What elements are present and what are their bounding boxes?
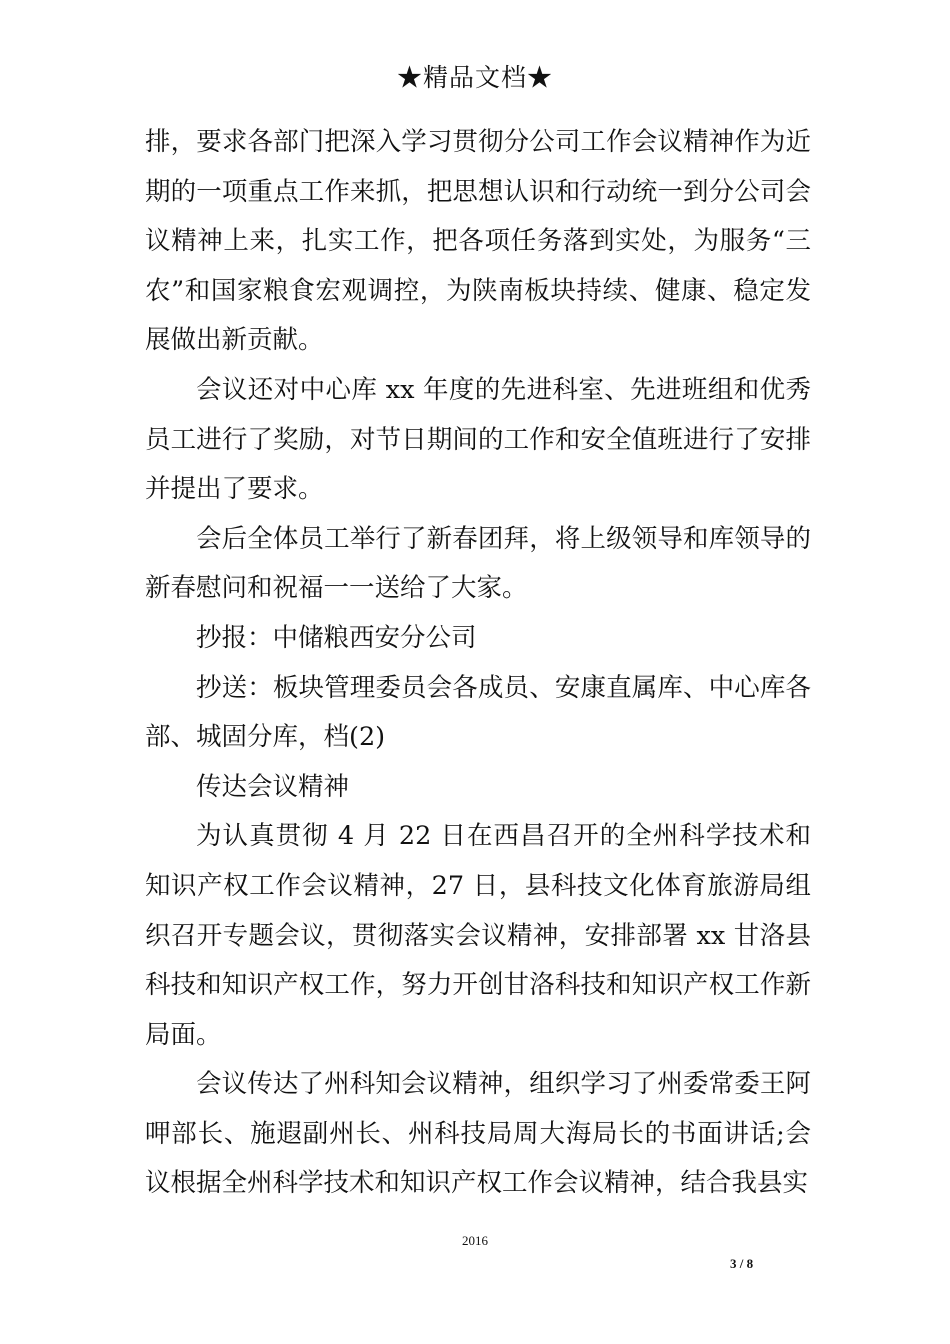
- document-body: [145, 118, 811, 1209]
- paragraph-continuation: 排，要求各部门把深入学习贯彻分公司工作会议精神作为近期的一项重点工作来抓，把思想认识和行动统一到分公司会议精神上来，扎实工作，把各项任务落到实处，为服务“三农”和国家粮食宏观调控，为陕南板块持续、健康、稳定发展做出新贡献。: [145, 127, 811, 356]
- page-number: 3 / 8: [730, 1256, 754, 1271]
- paragraph-new-year-gathering: 会后全体员工举行了新春团拜，将上级领导和库领导的新春慰问和祝福一一送给了大家。: [145, 523, 811, 604]
- paragraph-cc-report: 抄报：中储粮西安分公司: [196, 622, 477, 653]
- page-header-title: ★精品文档★: [396, 63, 553, 92]
- paragraph-meeting-details: 会议传达了州科知会议精神，组织学习了州委常委王阿呷部长、施遐副州长、州科技局周大海局长的书面讲话;会议根据全州科学技术和知识产权工作会议精神，结合我县实: [145, 1069, 811, 1199]
- paragraph-cc-send: 抄送：板块管理委员会各成员、安康直属库、中心库各部、城固分库，档(2): [145, 672, 811, 753]
- paragraph-awards: 会议还对中心库 xx 年度的先进科室、先进班组和优秀员工进行了奖励，对节日期间的工作和安全值班进行了安排并提出了要求。: [145, 374, 811, 505]
- paragraph-meeting-intro: 为认真贯彻 4 月 22 日在西昌召开的全州科学技术和知识产权工作会议精神，27 日，县科技文化体育旅游局组织召开专题会议，贯彻落实会议精神，安排部署 xx 甘洛县科技和知识产权工作，努力开创甘洛科技和知识产权工作新局面。: [145, 821, 811, 1050]
- section-heading: 传达会议精神: [196, 771, 350, 802]
- footer-year: 2016: [462, 1233, 488, 1248]
